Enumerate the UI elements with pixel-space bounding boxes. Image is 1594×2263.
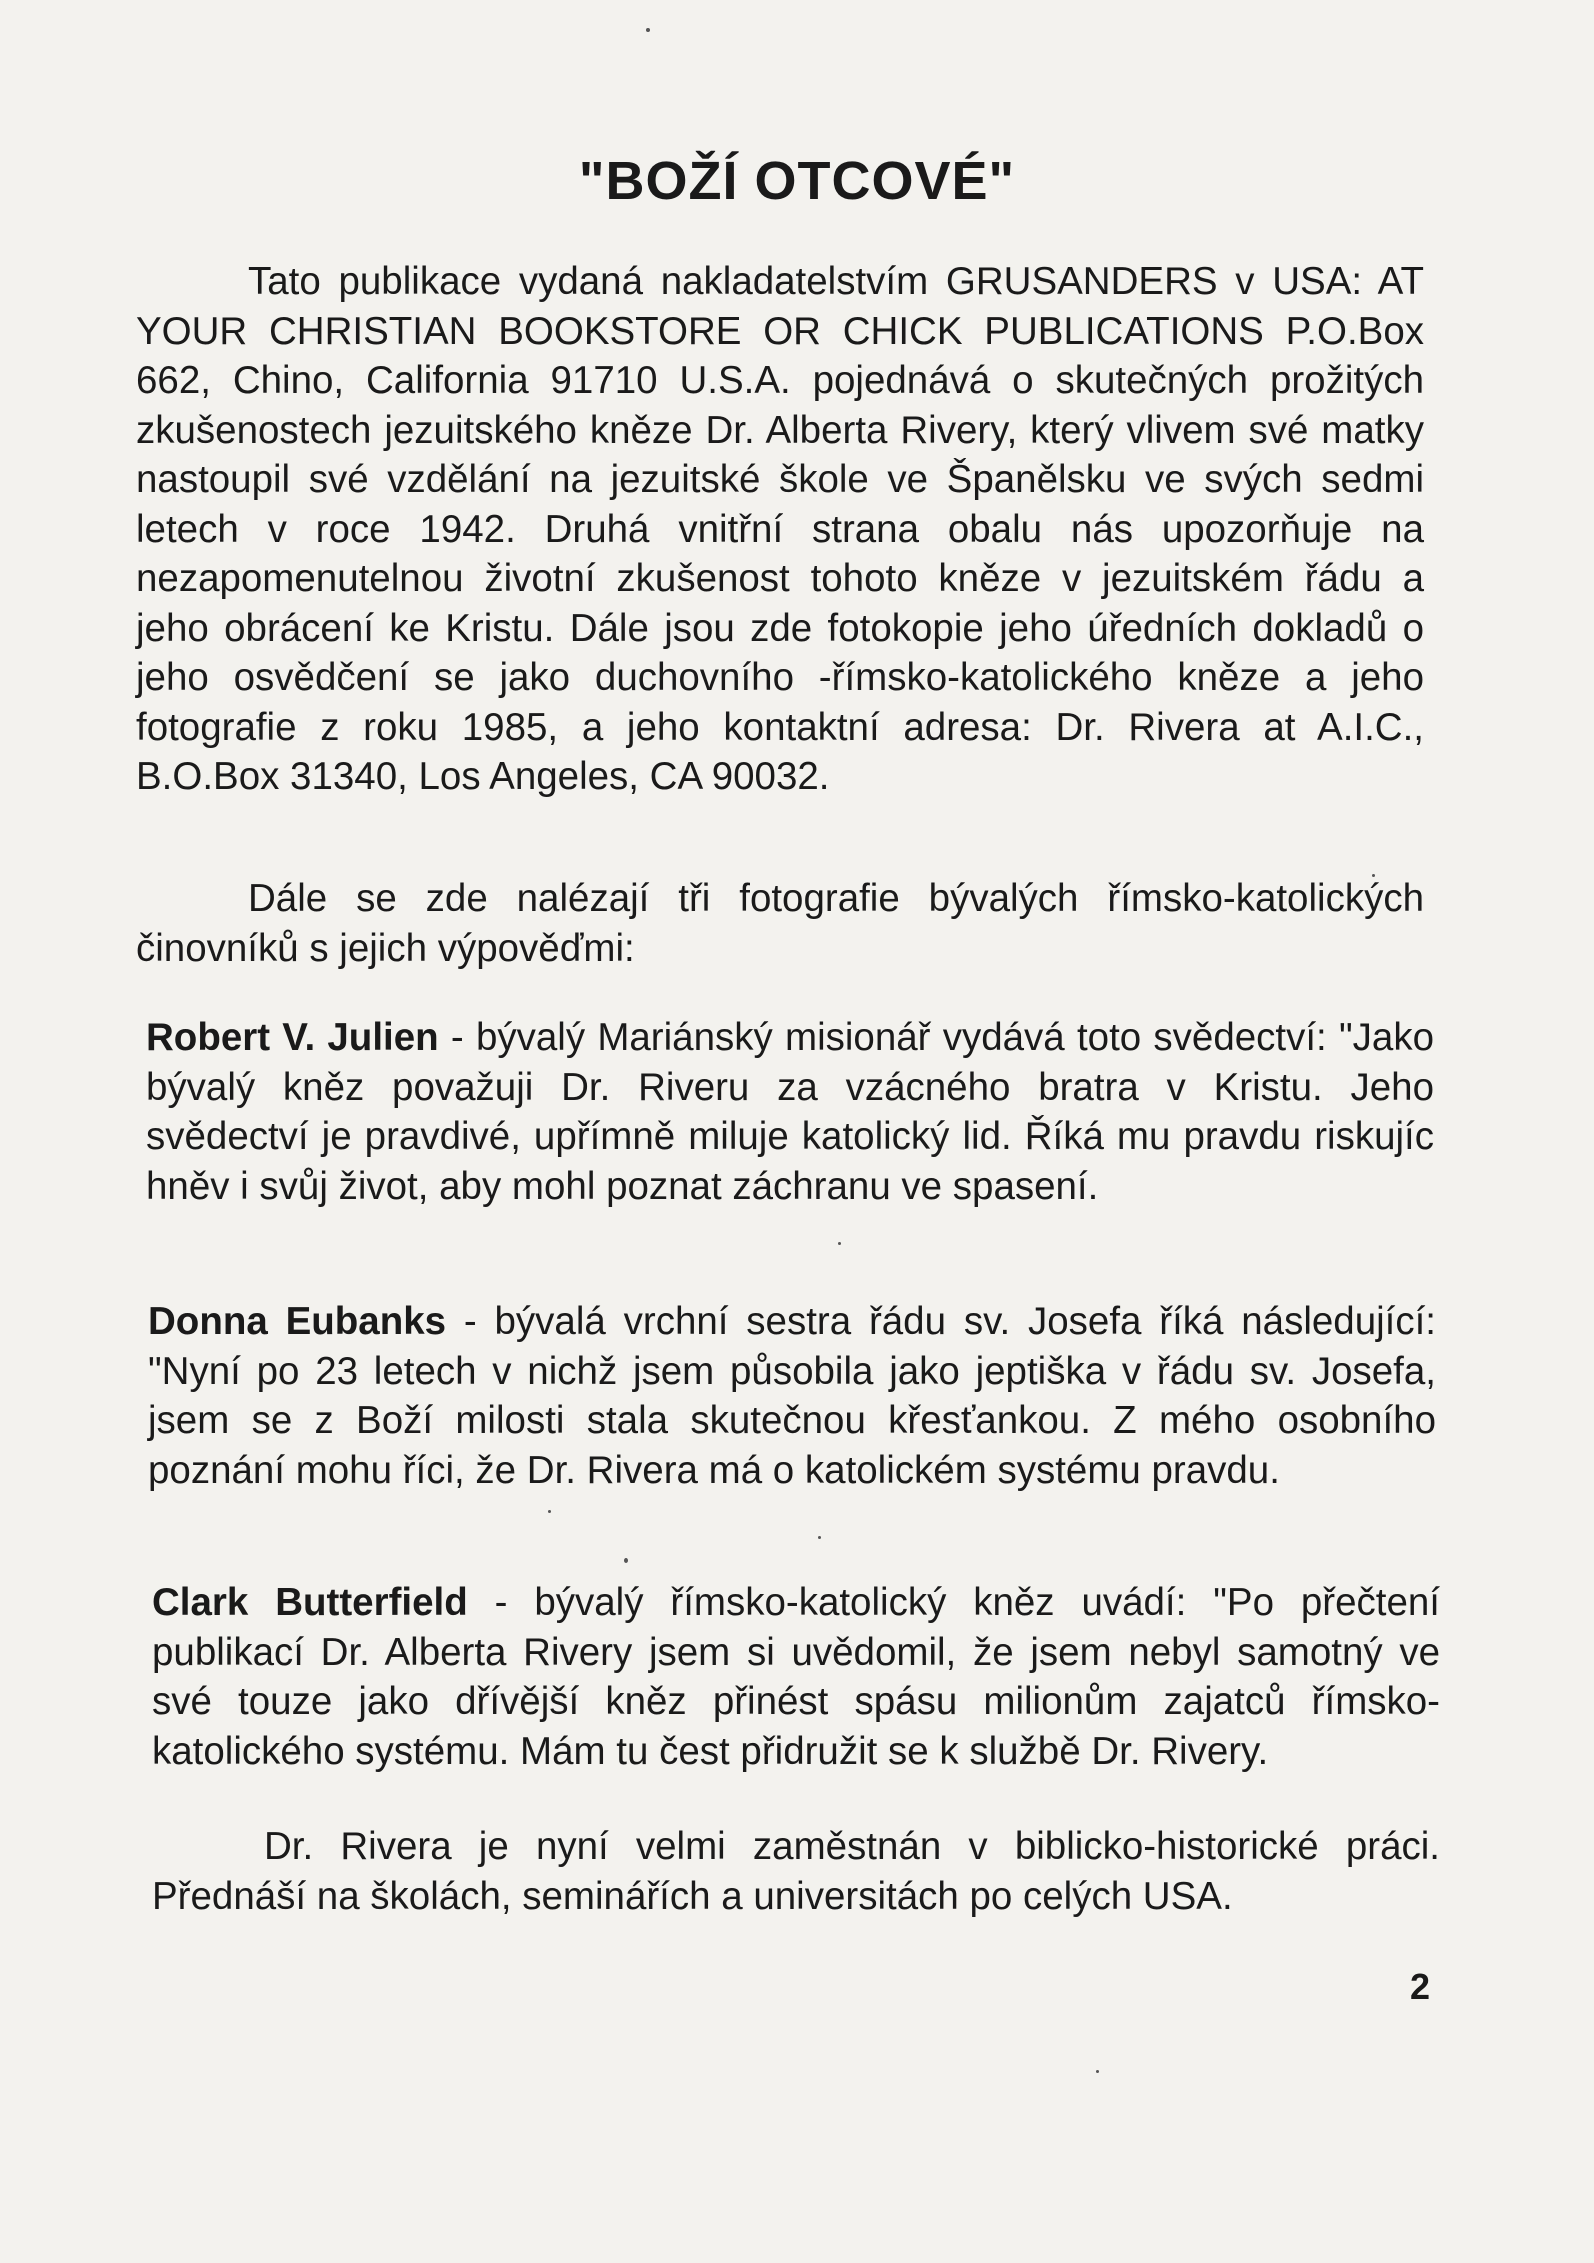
testimony-name: Robert V. Julien: [146, 1016, 439, 1059]
page-title: "BOŽÍ OTCOVÉ": [578, 151, 1016, 211]
testimony-text: - bývalá vrchní sestra řádu sv. Josefa říká následující: "Nyní po 23 letech v nichž jsem působila jako jeptiška v řádu sv. Josefa, jsem se z Boží milosti stala skutečnou křesťankou. Z mého osobního poznání mohu říci, že Dr. Rivera má o katolickém systému pravdu.: [148, 1300, 1436, 1492]
photos-paragraph: Dále se zde nalézají tři fotografie bývalých římsko-katolických činovníků s jejich výpověďmi:: [136, 877, 1424, 970]
scan-speck: [818, 1536, 821, 1539]
testimony-name: Clark Butterfield: [152, 1581, 468, 1624]
scan-speck: [838, 1242, 841, 1245]
testimony-paragraph: [148, 1297, 1436, 1495]
testimony-name: Donna Eubanks: [148, 1300, 447, 1343]
scan-speck: [548, 1510, 551, 1513]
intro-paragraph: Tato publikace vydaná nakladatelstvím GRUSANDERS v USA: AT YOUR CHRISTIAN BOOKSTORE OR CHICK PUBLICATIONS P.O.Box 662, Chino, California 91710 U.S.A. pojednává o skutečných prožitých zkušenostech jezuitského kněze Dr. Alberta Rivery, který vlivem své matky nastoupil své vzdělání na jezuitské škole ve Španělsku ve svých sedmi letech v roce 1942. Druhá vnitřní strana obalu nás upozorňuje na nezapomenutelnou životní zkušenost tohoto kněze v jezuitském řádu a jeho obrácení ke Kristu. Dále jsou zde fotokopie jeho úředních dokladů o jeho osvědčení se jako duchovního -římsko-katolického kněze a jeho fotografie z roku 1985, a jeho kontaktní adresa: Dr. Rivera at A.I.C., B.O.Box 31340, Los Angeles, CA 90032.: [136, 260, 1424, 798]
scan-speck: [624, 1558, 628, 1563]
scan-speck: [646, 28, 650, 32]
closing-paragraph: Dr. Rivera je nyní velmi zaměstnán v biblicko-historické práci. Přednáší na školách, seminářích a universitách po celých USA.: [152, 1825, 1440, 1918]
testimony-text: - bývalý římsko-katolický kněz uvádí: "Po přečtení publikací Dr. Alberta Rivery jsem si uvědomil, že jsem nebyl samotný ve své touze jako dřívější kněz přinést spásu milionům zajatců římsko-katolického systému. Mám tu čest přidružit se k službě Dr. Rivery.: [152, 1581, 1440, 1773]
testimony-paragraph: [152, 1578, 1440, 1776]
page-number: 2: [1410, 1966, 1431, 2007]
scan-speck: [1096, 2070, 1099, 2073]
scan-speck: [1372, 874, 1375, 877]
testimony-paragraph: [146, 1013, 1434, 1211]
testimony-text: - bývalý Mariánský misionář vydává toto svědectví: "Jako bývalý kněz považuji Dr. Riveru za vzácného bratra v Kristu. Jeho svědectví je pravdivé, upřímně miluje katolický lid. Říká mu pravdu riskujíc hněv i svůj život, aby mohl poznat záchranu ve spasení.: [146, 1016, 1434, 1208]
